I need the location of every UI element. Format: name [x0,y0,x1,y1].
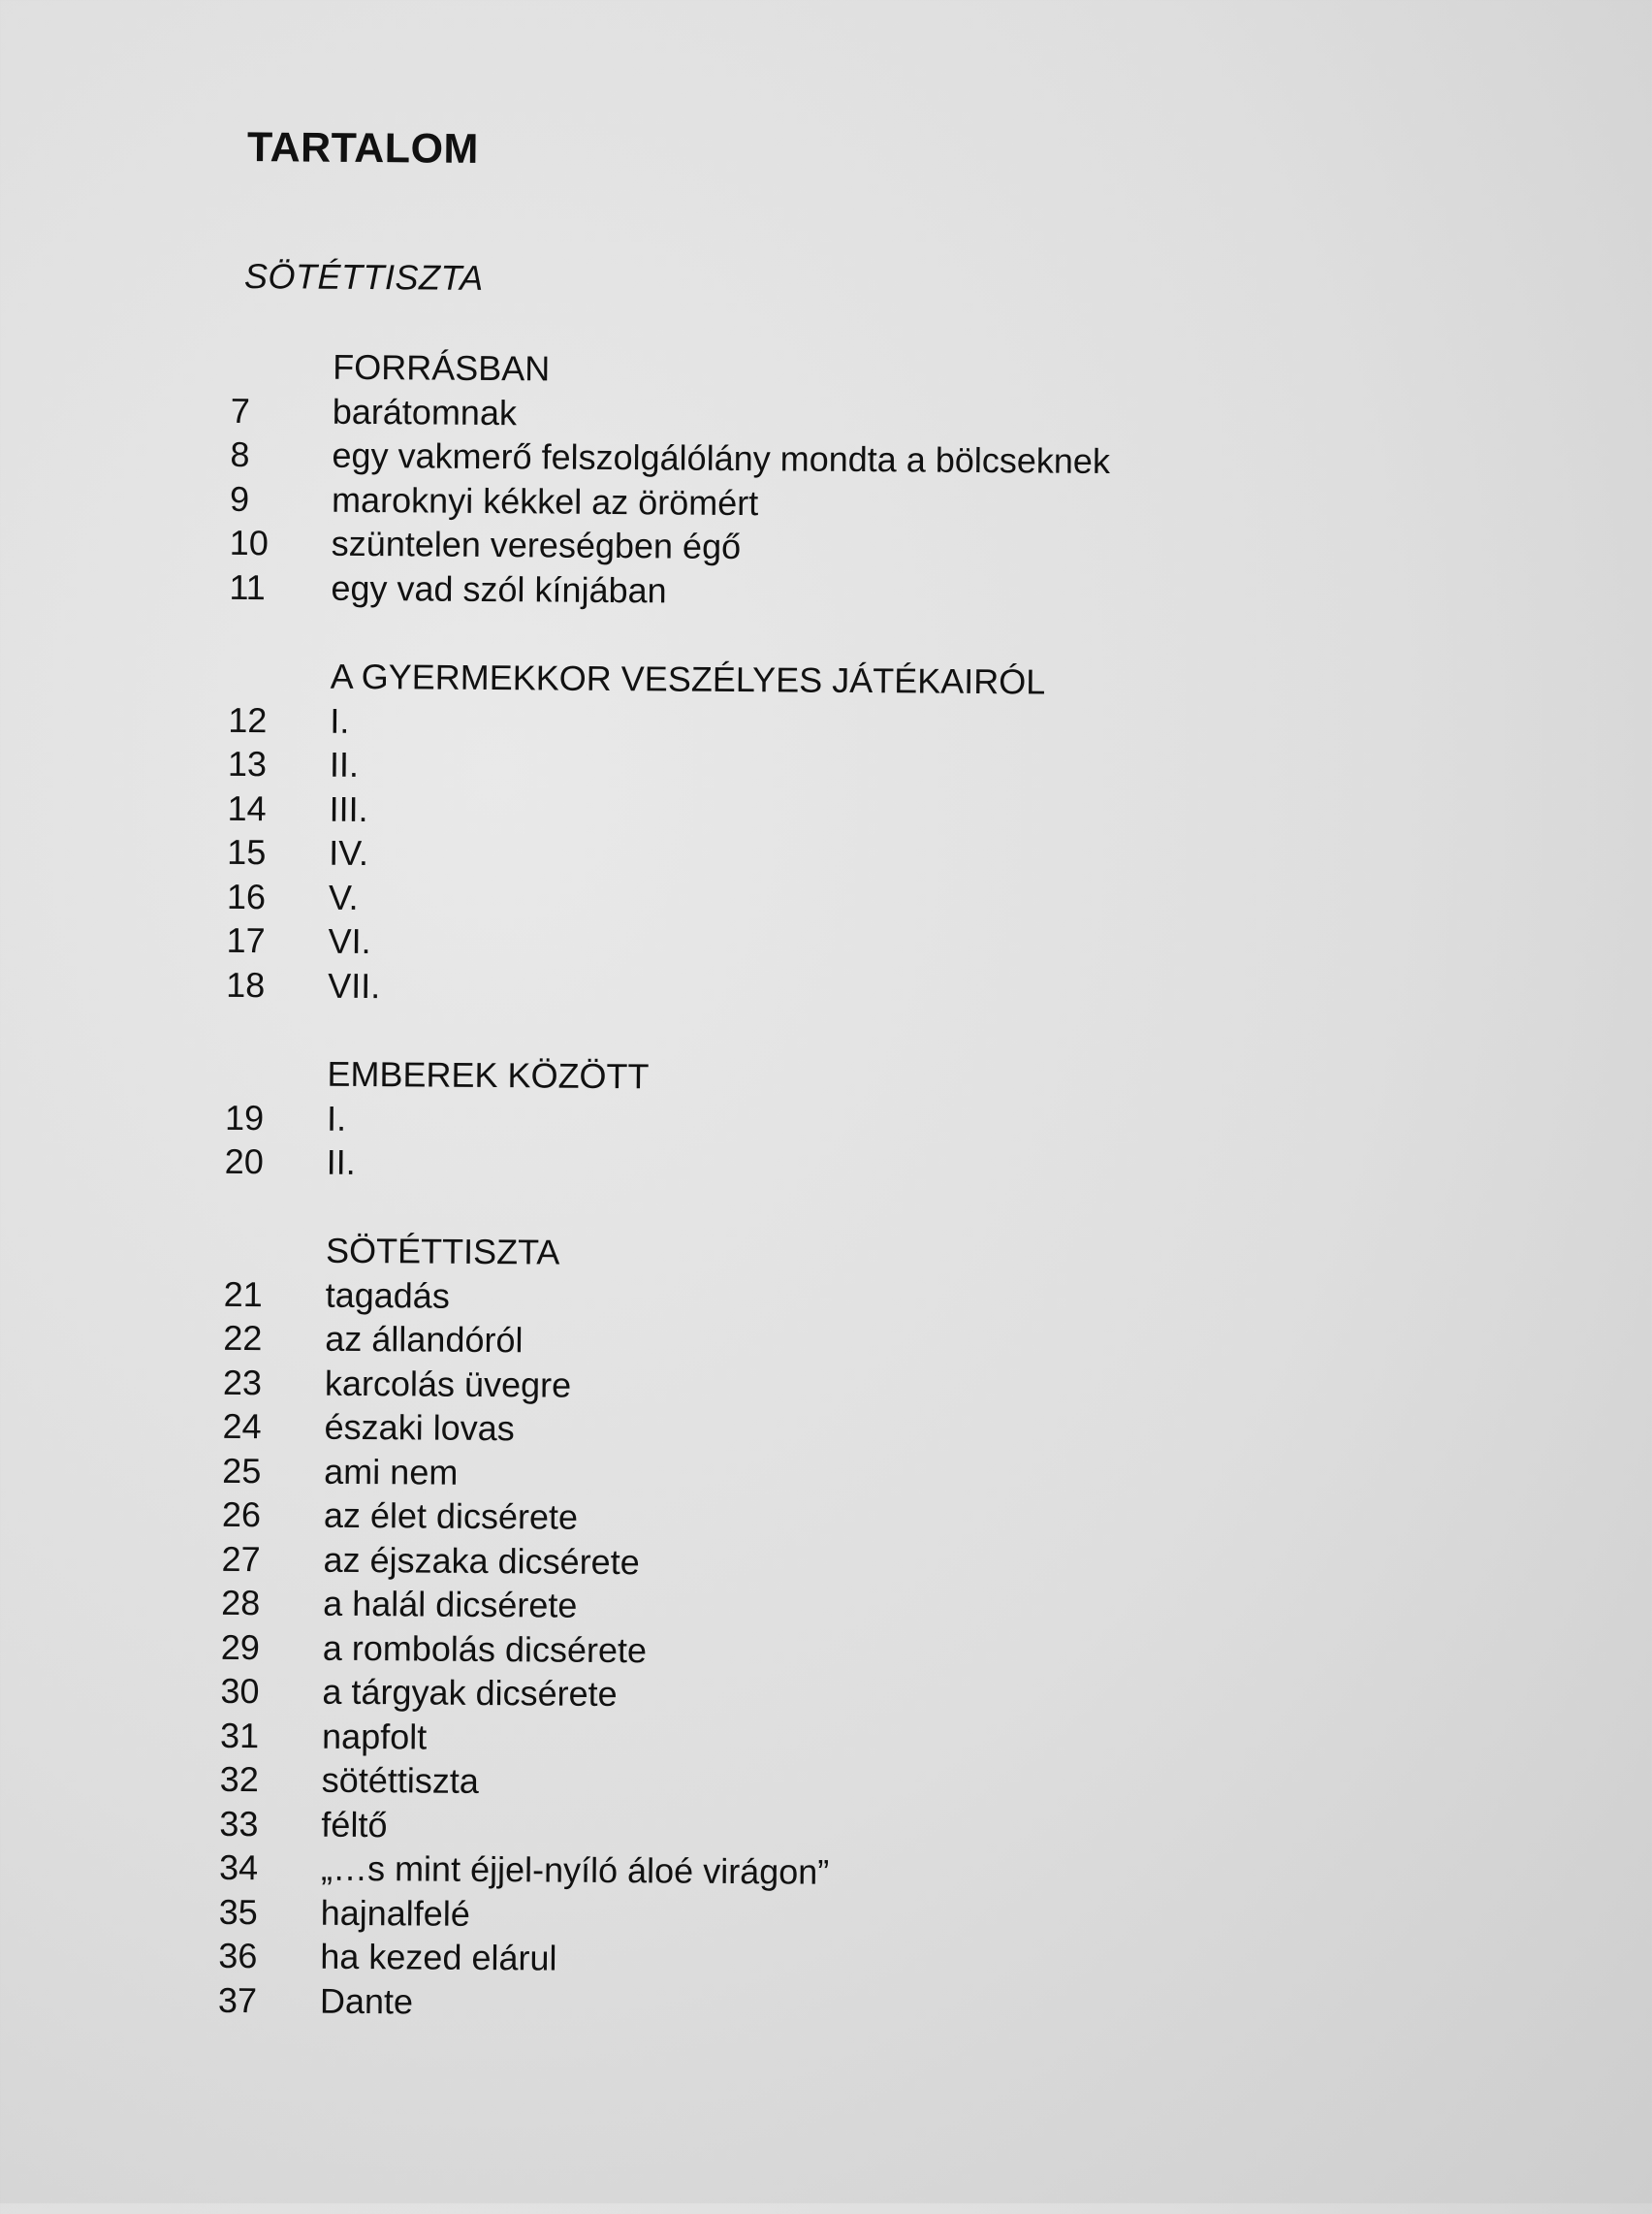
toc-page-number: 29 [220,1626,261,1667]
toc-page-number: 17 [226,919,266,961]
toc-page-number: 7 [230,390,251,431]
page-title: TARTALOM [246,124,480,173]
toc-entry-title: az élet dicsérete [323,1494,579,1537]
toc-page-number: 15 [227,831,267,873]
toc-page-number: 21 [223,1273,263,1314]
toc-page-number: 22 [223,1317,263,1359]
toc-entry [226,962,1389,1015]
section-heading: A GYERMEKKOR VESZÉLYES JÁTÉKAIRÓL [330,656,1046,702]
toc-page-number: 8 [230,433,250,475]
toc-page-number: 27 [221,1538,261,1579]
toc-entry-title: sötéttiszta [321,1759,480,1801]
section-heading: SÖTÉTTISZTA [325,1230,560,1272]
toc-entry-title: VII. [328,965,381,1006]
section-heading: EMBEREK KÖZÖTT [327,1053,650,1097]
toc-entry [229,564,1392,618]
toc-page-number: 24 [222,1405,262,1447]
toc-page-number: 14 [227,787,267,828]
section-heading: FORRÁSBAN [333,346,551,389]
toc-section-sotettiszta [218,1228,1387,2031]
toc-entry-title: karcolás üvegre [324,1363,572,1405]
toc-entry-title: maroknyi kékkel az örömért [331,479,759,523]
toc-entry-title: I. [330,700,350,741]
toc-entry-title: a halál dicsérete [323,1583,578,1625]
toc-entry-title: a tárgyak dicsérete [322,1671,618,1715]
toc-page-number: 30 [220,1670,260,1712]
toc-section-emberek-kozott [225,1051,1389,1193]
toc-page-number: 32 [219,1758,259,1800]
toc-entry-title: szüntelen vereségben égő [331,523,742,567]
toc-entry-title: napfolt [321,1716,428,1757]
toc-page-number: 12 [228,699,268,740]
toc-entry-title: I. [326,1098,347,1139]
toc-page-number: 37 [217,1979,258,2020]
toc-entry [225,1139,1388,1193]
toc-page-number: 23 [222,1362,263,1402]
toc-entry-title: az éjszaka dicsérete [323,1539,640,1582]
toc-section-forrasban [229,344,1394,618]
toc-page-number: 10 [229,522,269,563]
toc-entry-title: a rombolás dicsérete [322,1627,648,1670]
toc-entry-title: egy vakmerő felszolgálólány mondta a bölcseknek [332,434,1111,482]
toc-entry-title: barátomnak [332,391,518,433]
toc-entry-title: VI. [328,920,371,962]
toc-page-number: 11 [229,566,266,607]
toc-page-number: 25 [222,1450,262,1491]
toc-page-number: 20 [224,1140,264,1182]
toc-entry-title: az állandóról [325,1318,524,1361]
toc-entry-title: ha kezed elárul [320,1936,557,1978]
toc-section-gyermekkor [226,654,1392,1015]
toc-entry-title: hajnalfelé [320,1892,470,1934]
toc-page-number: 34 [218,1846,259,1888]
toc-page-number: 9 [229,478,250,519]
toc-entry-title: IV. [329,832,369,874]
toc-page-number: 31 [219,1715,260,1755]
toc-entry [218,1977,1382,2031]
toc-entry-title: II. [329,744,360,785]
toc-page-number: 35 [218,1891,258,1932]
toc-entry-title: III. [329,788,368,829]
toc-page-number: 28 [221,1582,261,1623]
toc-entry-title: Dante [319,1980,414,2021]
toc-entry-title: féltő [321,1804,388,1845]
toc-entry-title: ami nem [324,1451,459,1492]
toc-entry-title: tagadás [325,1274,450,1316]
toc-entry-title: II. [326,1141,356,1182]
toc-page-number: 18 [226,964,266,1005]
toc-page-number: 33 [219,1803,259,1844]
toc-entry-title: V. [328,877,359,917]
toc-entry-title: „…s mint éjjel-nyíló áloé virágon” [320,1847,830,1892]
toc-page-number: 19 [224,1097,265,1138]
toc-page-number: 26 [221,1493,262,1535]
toc-entry-title: egy vad szól kínjában [331,567,667,610]
toc-page-number: 36 [218,1935,258,1976]
toc-entry-title: északi lovas [324,1406,515,1449]
book-subtitle: SÖTÉTTISZTA [243,256,484,298]
toc-page-number: 13 [227,743,268,785]
toc-page-number: 16 [226,876,267,916]
